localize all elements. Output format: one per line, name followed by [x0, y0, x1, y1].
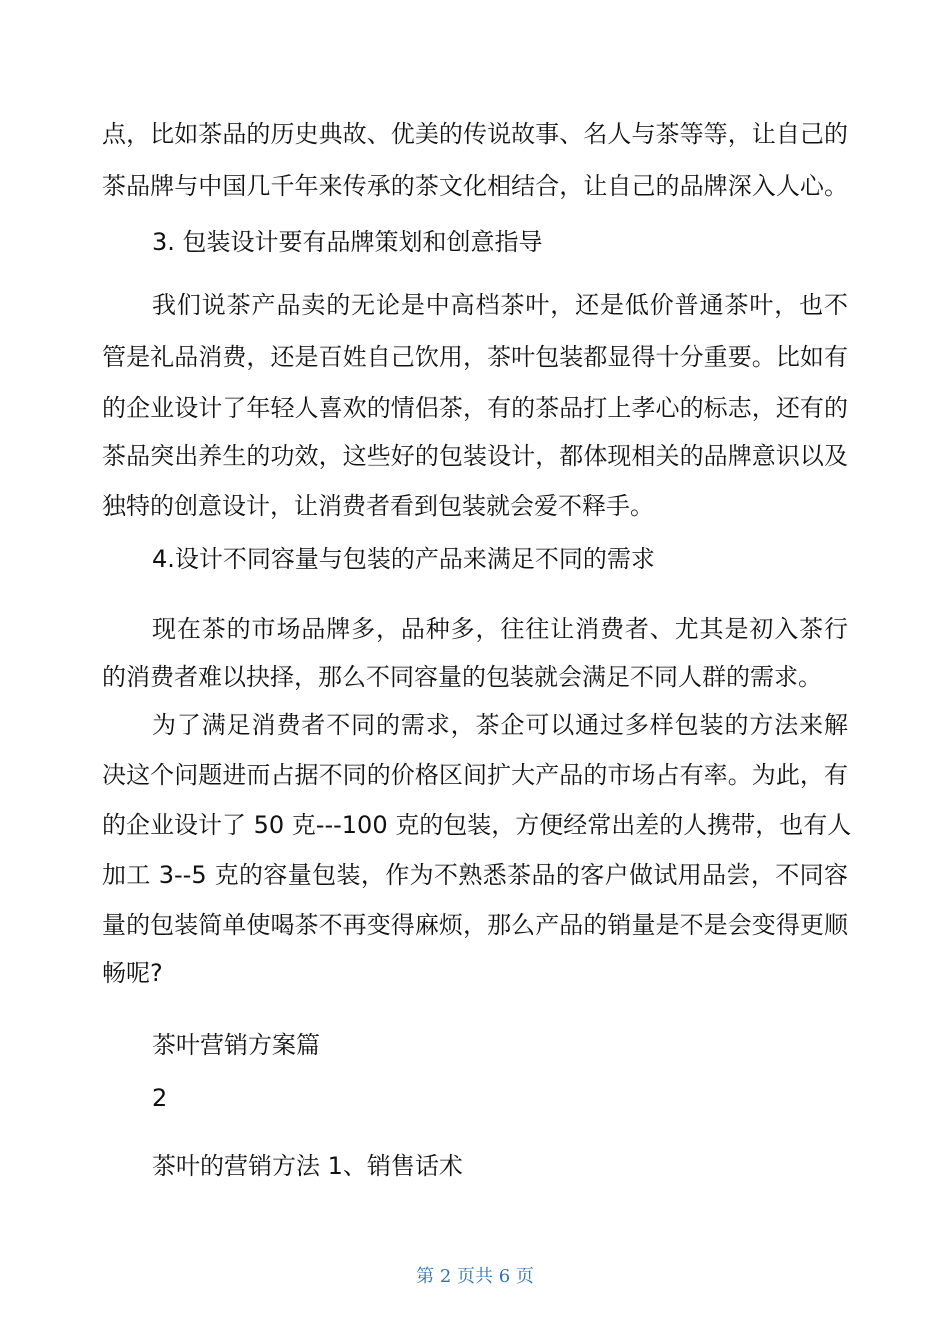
section-title: 茶叶营销方案篇 — [152, 1031, 320, 1059]
section-number: 2 — [152, 1084, 168, 1112]
section-heading: 茶叶的营销方法 1、销售话术 — [152, 1152, 463, 1180]
paragraph-line: 的企业设计了 50 克---100 克的包装，方便经常出差的人携带，也有人 — [102, 811, 852, 839]
paragraph-line: 量的包装简单使喝茶不再变得麻烦，那么产品的销量是不是会变得更顺 — [102, 911, 848, 939]
section-heading: 3. 包装设计要有品牌策划和创意指导 — [152, 228, 543, 256]
paragraph-line: 管是礼品消费，还是百姓自己饮用，茶叶包装都显得十分重要。比如有 — [102, 343, 848, 371]
paragraph-line: 的企业设计了年轻人喜欢的情侣茶，有的茶品打上孝心的标志，还有的 — [102, 394, 848, 422]
paragraph-line: 现在茶的市场品牌多，品种多，往往让消费者、尤其是初入茶行 — [152, 615, 848, 643]
paragraph-line: 加工 3--5 克的容量包装，作为不熟悉茶品的客户做试用品尝，不同容 — [102, 861, 848, 889]
paragraph-line: 决这个问题进而占据不同的价格区间扩大产品的市场占有率。为此，有 — [102, 761, 848, 789]
paragraph-line: 畅呢? — [102, 959, 163, 987]
paragraph-line: 茶品牌与中国几千年来传承的茶文化相结合，让自己的品牌深入人心。 — [102, 172, 848, 200]
paragraph-line: 我们说茶产品卖的无论是中高档茶叶，还是低价普通茶叶，也不 — [152, 291, 848, 319]
page-footer: 第 2 页共 6 页 — [416, 1266, 534, 1287]
paragraph-line: 茶品突出养生的功效，这些好的包装设计，都体现相关的品牌意识以及 — [102, 442, 848, 470]
paragraph-line: 独特的创意设计，让消费者看到包装就会爱不释手。 — [102, 492, 654, 520]
paragraph-line: 的消费者难以抉择，那么不同容量的包装就会满足不同人群的需求。 — [102, 663, 822, 691]
paragraph-line: 为了满足消费者不同的需求，茶企可以通过多样包装的方法来解 — [152, 711, 848, 739]
section-heading: 4.设计不同容量与包装的产品来满足不同的需求 — [152, 545, 655, 573]
paragraph-line: 点，比如茶品的历史典故、优美的传说故事、名人与茶等等，让自己的 — [102, 120, 848, 148]
